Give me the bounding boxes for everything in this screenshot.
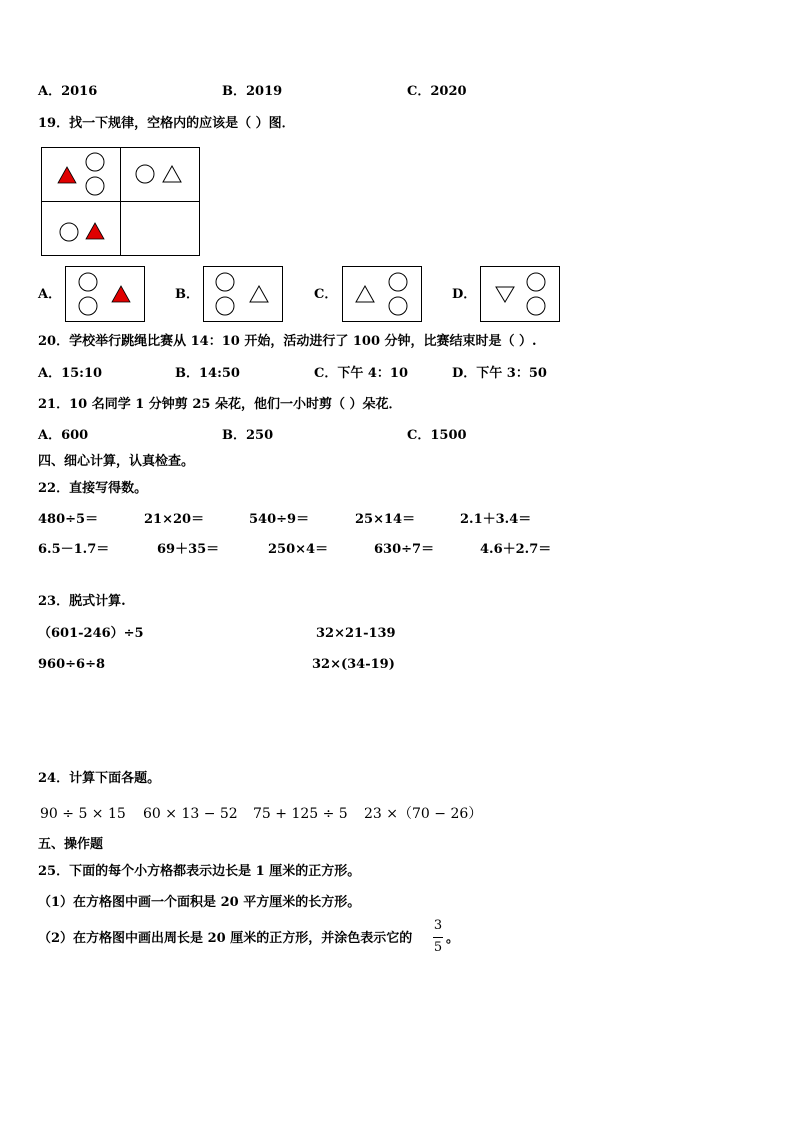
q22-item: 480÷5＝ bbox=[38, 512, 99, 527]
q21-stem: 21．10 名同学 1 分钟剪 25 朵花，他们一小时剪（ ）朵花． bbox=[38, 397, 402, 412]
section-4-heading: 四、细心计算，认真检查。 bbox=[38, 454, 195, 469]
q22-item: 25×14＝ bbox=[355, 512, 416, 527]
q24-item: 23 ×（70 − 26） bbox=[364, 806, 483, 822]
circle-icon bbox=[216, 273, 234, 291]
q25-part1: （1）在方格图中画一个面积是 20 平方厘米的长方形。 bbox=[38, 895, 361, 910]
q22-item: 250×4＝ bbox=[268, 542, 329, 557]
q24-item: 60 × 13 − 52 bbox=[143, 806, 238, 822]
circle-icon bbox=[527, 273, 545, 291]
circle-icon bbox=[389, 297, 407, 315]
inverted-triangle-icon bbox=[496, 287, 514, 302]
q23-stem: 23．脱式计算. bbox=[38, 594, 126, 609]
q22-item: 69＋35＝ bbox=[157, 542, 220, 557]
q24-item: 75 + 125 ÷ 5 bbox=[253, 806, 348, 822]
q22-item: 21×20＝ bbox=[144, 512, 205, 527]
triangle-icon bbox=[163, 166, 181, 182]
circle-icon bbox=[60, 223, 78, 241]
q24-item: 90 ÷ 5 × 15 bbox=[40, 806, 126, 822]
q19-option-b-figure[interactable] bbox=[203, 266, 284, 323]
q21-option-c: C．1500 bbox=[407, 428, 467, 443]
circle-icon bbox=[389, 273, 407, 291]
q19-option-a-figure[interactable] bbox=[65, 266, 146, 323]
q18-option-b: B．2019 bbox=[222, 84, 283, 99]
circle-icon bbox=[86, 177, 104, 195]
q21-option-a: A．600 bbox=[38, 428, 89, 443]
q21-option-b: B．250 bbox=[222, 428, 274, 443]
red-triangle-icon bbox=[58, 167, 76, 183]
q19-option-c: C． bbox=[314, 287, 338, 302]
q20-option-c: C．下午 4：10 bbox=[314, 366, 409, 381]
red-triangle-icon bbox=[112, 286, 130, 302]
q23-item: 960÷6÷8 bbox=[38, 657, 106, 672]
q20-option-d: D．下午 3：50 bbox=[452, 366, 547, 381]
triangle-icon bbox=[356, 286, 374, 302]
q18-option-c: C．2020 bbox=[407, 84, 467, 99]
q20-option-b: B．14:50 bbox=[175, 366, 240, 381]
q25-part2-end: 。 bbox=[446, 931, 460, 946]
q19-option-a: A． bbox=[38, 287, 62, 302]
q25-part2: （2）在方格图中画出周长是 20 厘米的正方形，并涂色表示它的 bbox=[38, 931, 413, 946]
q23-item: 32×(34-19) bbox=[312, 657, 395, 672]
q20-stem: 20．学校举行跳绳比赛从 14：10 开始，活动进行了 100 分钟，比赛结束时是（ ）. bbox=[38, 334, 537, 349]
q19-stem: 19．找一下规律，空格内的应该是（ ）图． bbox=[38, 116, 295, 131]
q19-option-d: D． bbox=[452, 287, 477, 302]
q20-option-a: A．15:10 bbox=[38, 366, 103, 381]
q18-option-a: A．2016 bbox=[38, 84, 98, 99]
circle-icon bbox=[79, 297, 97, 315]
fraction-denominator: 5 bbox=[433, 940, 443, 955]
circle-icon bbox=[79, 273, 97, 291]
q24-stem: 24．计算下面各题。 bbox=[38, 771, 161, 786]
q22-item: 540÷9＝ bbox=[249, 512, 310, 527]
triangle-icon bbox=[250, 286, 268, 302]
q22-item: 6.5－1.7＝ bbox=[38, 542, 110, 557]
q25-stem: 25．下面的每个小方格都表示边长是 1 厘米的正方形。 bbox=[38, 864, 361, 879]
section-5-heading: 五、操作题 bbox=[38, 837, 104, 852]
q22-item: 2.1＋3.4＝ bbox=[460, 512, 532, 527]
red-triangle-icon bbox=[86, 223, 104, 239]
fraction-numerator: 3 bbox=[433, 918, 443, 933]
q22-item: 630÷7＝ bbox=[374, 542, 435, 557]
q22-item: 4.6＋2.7＝ bbox=[480, 542, 552, 557]
circle-icon bbox=[136, 165, 154, 183]
q19-option-b: B． bbox=[175, 287, 199, 302]
circle-icon bbox=[216, 297, 234, 315]
q22-stem: 22．直接写得数。 bbox=[38, 481, 148, 496]
circle-icon bbox=[527, 297, 545, 315]
q23-item: 32×21-139 bbox=[316, 626, 396, 641]
fraction-bar bbox=[433, 937, 443, 938]
q23-item: （601-246）÷5 bbox=[38, 626, 144, 641]
circle-icon bbox=[86, 153, 104, 171]
q19-option-d-figure[interactable] bbox=[480, 266, 561, 323]
q19-pattern-grid bbox=[41, 147, 201, 257]
q19-option-c-figure[interactable] bbox=[342, 266, 423, 323]
